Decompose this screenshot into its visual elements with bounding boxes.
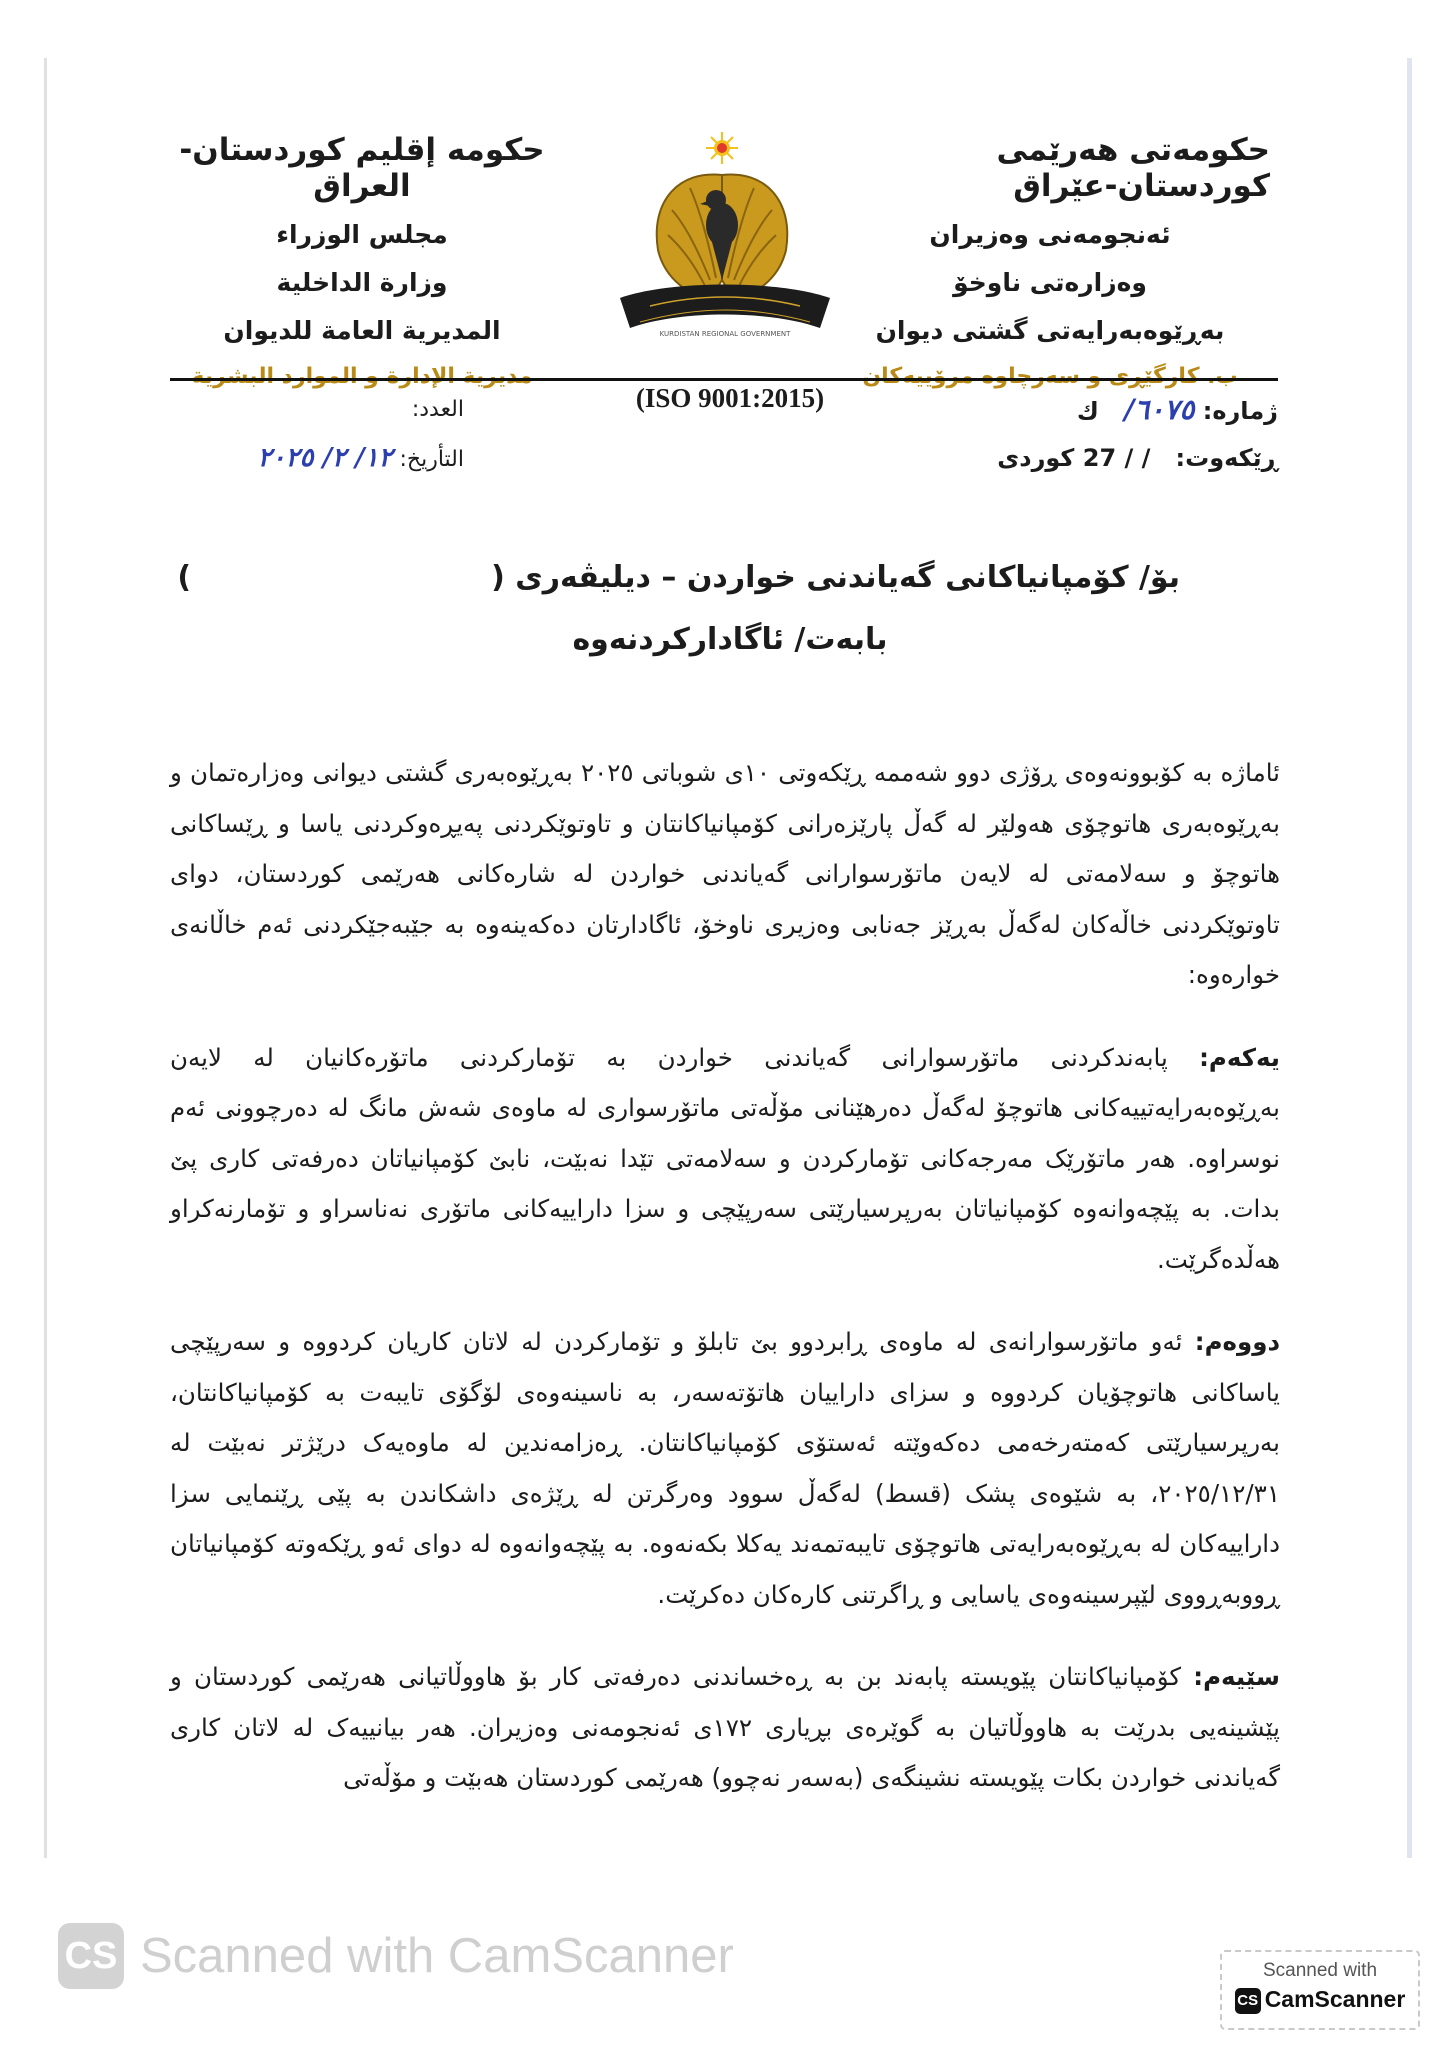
letter-body <box>170 748 1280 1836</box>
header-kurdish-council: ئەنجومەنی وەزیران <box>929 220 1171 249</box>
reference-number-value: ٦٠٧٥/ <box>1123 393 1195 426</box>
reference-kurdish <box>918 386 1278 482</box>
header-kurdish-directorate: بەڕێوەبەرایەتی گشتی دیوان <box>875 316 1225 345</box>
iso-certification: (ISO 9001:2015) <box>635 383 825 413</box>
header-kurdish-government: حکومەتی هەرێمی کوردستان-عێراق <box>996 132 1270 204</box>
camscanner-watermark-text: Scanned with CamScanner <box>140 1929 734 1983</box>
header-kurdish-department: ب. کارگێڕی و سەرچاوە مرۆییەکان <box>862 364 1238 389</box>
reference-number-row <box>918 386 1278 434</box>
emblem-caption: KURDISTAN REGIONAL GOVERNMENT <box>659 330 791 338</box>
paragraph-intro: ئاماژە بە کۆبوونەوەی ڕۆژی دوو شەممە ڕێکەوتی ١٠ی شوباتی ٢٠٢٥ بەڕێوەبەری گشتی دیوانی وەزارەتمان و بەڕێوەبەری هاتوچۆی هەولێر لە گەڵ پارێزەرانی کۆمپانیاکانتان و تاوتوێکردنی پەیڕەوکردنی یاسا و ڕێساکانی هاتوچۆ و سەلامەتی لە لایەن ماتۆرسوارانی گەیاندنی خواردن لە شارەکانی هەرێمی کوردستان، دوای تاوتوێکردنی خاڵەکان لەگەڵ بەڕێز جەنابی وەزیری ناوخۆ، ئاگادارتان دەکەینەوە بە جێبەجێکردنی ئەم خاڵانەی خوارەوە: <box>170 758 1280 989</box>
reference-number-label: ژمارە: <box>1202 397 1278 425</box>
recipient-line <box>177 560 1180 595</box>
camscanner-mini-icon: CS <box>1235 1988 1261 2014</box>
ar-date-label: التأريخ: <box>399 447 464 472</box>
header-arabic-directorate: المديرية العامة للديوان <box>223 316 501 345</box>
camscanner-logo-icon: CS <box>58 1923 124 1989</box>
reference-date-value: / / 27 کوردی <box>997 444 1151 472</box>
header-arabic-government: حكومه إقليم كوردستان-العراق <box>179 132 545 204</box>
reference-number-suffix: ك <box>1076 397 1099 425</box>
camscanner-badge <box>1220 1950 1420 2030</box>
krg-emblem-icon <box>610 130 840 345</box>
recipient-text: بۆ/ کۆمپانیاکانی گەیاندنی خواردن – دیلیڤەری ( <box>491 560 1180 595</box>
subject-title: بابەت/ ئاگادارکردنەوە <box>572 622 888 657</box>
ar-date-row <box>244 434 464 482</box>
header-arabic-council: مجلس الوزراء <box>276 220 448 249</box>
paragraph-second <box>170 1317 1280 1620</box>
sun-icon <box>706 132 738 164</box>
camscanner-badge-top: Scanned with <box>1262 1960 1378 1981</box>
paragraph-first <box>170 1033 1280 1286</box>
paragraph-third-label: سێیەم: <box>1193 1662 1280 1691</box>
paragraph-first-text: پابەندکردنی ماتۆرسوارانی گەیاندنی خواردن بە تۆمارکردنی ماتۆرەکانیان لە لایەن بەڕێوەبەرایەتییەکانی هاتوچۆ لەگەڵ دەرهێنانی مۆڵەتی ماتۆرسواری لە ماوەی شەش مانگ لە دەرچوونی ئەم نوسراوە. هەر ماتۆرێک مەرجەکانی تۆمارکردن و سەلامەتی تێدا نەبێت، نابێ کۆمپانیاتان دەرفەتی کاری پێ بدات. بە پێچەوانەوە کۆمپانیاتان بەرپرسیارێتی سەرپێچی و سزا داراییەکانی ماتۆری نەناسراو و تۆمارنەکراو هەڵدەگرێت. <box>170 1042 1280 1274</box>
header-arabic-ministry: وزارة الداخلية <box>276 268 448 297</box>
reference-date-label: ڕێکەوت: <box>1175 444 1278 472</box>
paragraph-second-label: دووەم: <box>1194 1327 1281 1356</box>
paragraph-third-text: کۆمپانیاکانتان پێویستە پابەند بن بە ڕەخساندنی دەرفەتی کار بۆ هاووڵاتیانی هەرێمی کوردستان و پێشینەیی بدرێت بە هاووڵاتیان بە گوێرەی بڕیاری ١٧٢ی ئەنجومەنی وەزیران. هەر بیانییەک لە لاتان کاری گەیاندنی خواردن بکات پێویستە نشینگەی (بەسەر نەچوو) هەرێمی کوردستان هەبێت و مۆڵەتی <box>170 1662 1281 1792</box>
header-kurdish-ministry: وەزارەتی ناوخۆ <box>953 268 1147 297</box>
header-arabic-department: مديرية الإدارة و الموارد البشرية <box>191 364 533 389</box>
recipient-close: ) <box>177 560 192 595</box>
header-arabic <box>172 132 552 389</box>
paragraph-first-label: یەکەم: <box>1199 1042 1280 1072</box>
reference-date-row <box>918 434 1278 482</box>
header-kurdish <box>830 132 1270 389</box>
ar-date-value: ١٢/ ٢/ ٢٠٢٥ <box>257 443 393 473</box>
camscanner-badge-name: CamScanner <box>1264 1986 1406 2012</box>
ar-number-label: العدد: <box>411 397 464 422</box>
header-divider <box>170 378 1278 381</box>
camscanner-badge-bottom-row <box>1222 1986 1418 2014</box>
ar-number-row <box>244 386 464 434</box>
paragraph-second-text: ئەو ماتۆرسوارانەی لە ماوەی ڕابردوو بێ تابلۆ و تۆمارکردن لە لاتان کاریان کردووە و سەرپێچی یاساکانی هاتوچۆیان کردووە و سزای داراییان هاتۆتەسەر، بە ناسینەوەی لۆگۆی تایبەت بە کۆمپانیاکانتان، بەرپرسیارێتی کەمتەرخەمی دەکەوێتە ئەستۆی کۆمپانیاکانتان. ڕەزامەندین لە ماوەیەک درێژتر نەبێت لە ٢٠٢٥/١٢/٣١، بە شێوەی پشک (قسط) لەگەڵ سوود وەرگرتن لە ڕێژەی داشکاندن بە پێی ڕێنمایی سزا داراییەکان لە بەڕێوەبەرایەتی هاتوچۆی تایبەتمەند یەکلا بکەنەوە. بە پێچەوانەوە لە دوای ئەو ڕێکەوتە کۆمپانیاتان ڕووبەڕووی لێپرسینەوەی یاسایی و ڕاگرتنی کارەکان دەکرێت. <box>170 1327 1280 1609</box>
paragraph-third <box>170 1652 1280 1804</box>
reference-arabic <box>244 386 464 482</box>
